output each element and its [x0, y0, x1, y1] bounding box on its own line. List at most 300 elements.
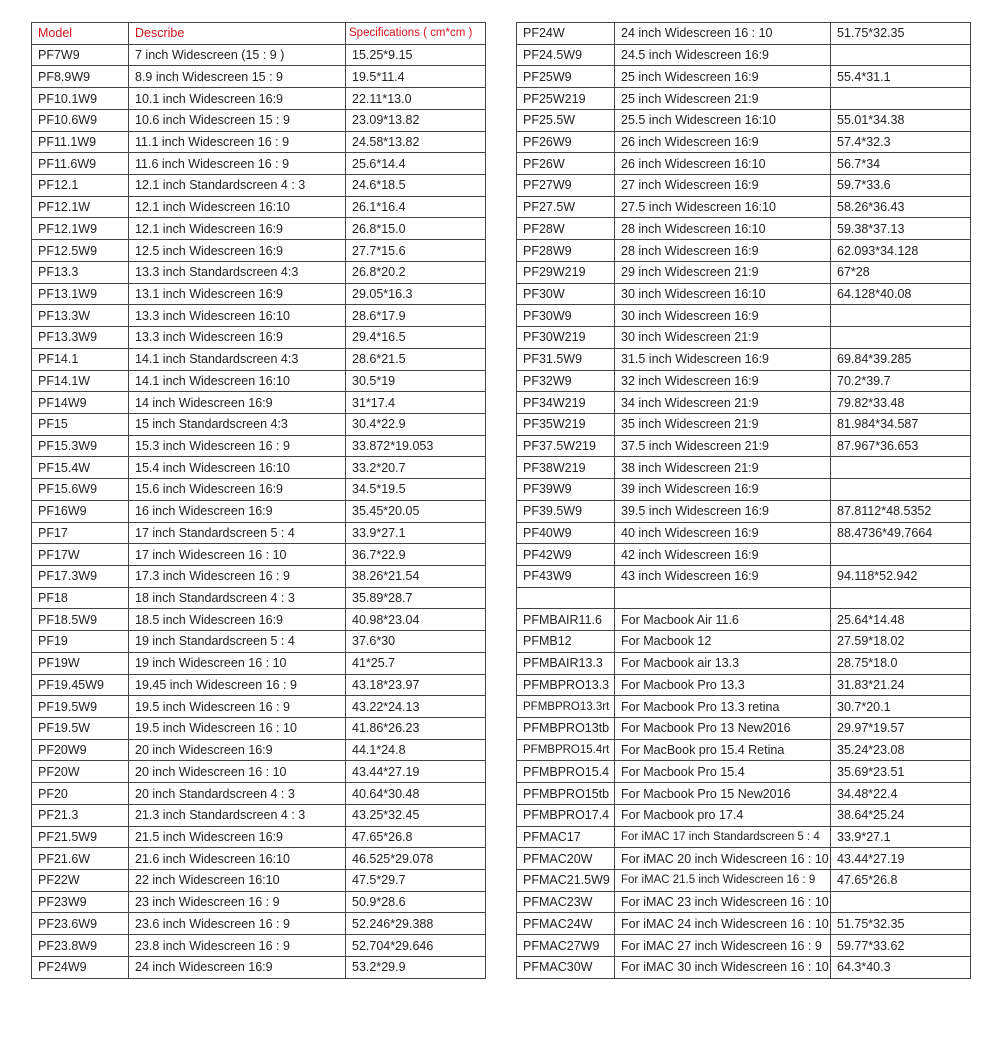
describe-cell: 28 inch Widescreen 16:9: [615, 240, 831, 262]
model-cell: PF12.1W: [32, 196, 129, 218]
spec-cell: 30.4*22.9: [346, 413, 486, 435]
spec-cell: 30.7*20.1: [831, 696, 971, 718]
table-row: [32, 305, 486, 327]
spec-cell: 67*28: [831, 261, 971, 283]
spec-cell: 94.118*52.942: [831, 565, 971, 587]
spec-cell: 35.24*23.08: [831, 739, 971, 761]
table-row: [517, 522, 971, 544]
spec-cell: 87.967*36.653: [831, 435, 971, 457]
describe-cell: 39 inch Widescreen 16:9: [615, 479, 831, 501]
spec-table-left-body: [32, 44, 486, 978]
model-cell: PFMAC21.5W9: [517, 870, 615, 892]
model-cell: PFMAC20W: [517, 848, 615, 870]
model-cell: PF25W219: [517, 88, 615, 110]
spec-cell: 25.6*14.4: [346, 153, 486, 175]
table-row: [517, 804, 971, 826]
table-row: [517, 218, 971, 240]
table-row: [517, 44, 971, 66]
describe-cell: For Macbook Pro 15.4: [615, 761, 831, 783]
describe-cell: 27.5 inch Widescreen 16:10: [615, 196, 831, 218]
describe-cell: 42 inch Widescreen 16:9: [615, 544, 831, 566]
describe-cell: For iMAC 24 inch Widescreen 16 : 10: [615, 913, 831, 935]
describe-cell: 23.8 inch Widescreen 16 : 9: [129, 935, 346, 957]
model-cell: PFMBAIR11.6: [517, 609, 615, 631]
model-cell: PFMBPRO15tb: [517, 783, 615, 805]
describe-cell: 11.1 inch Widescreen 16 : 9: [129, 131, 346, 153]
spec-cell: [831, 544, 971, 566]
describe-cell: 13.3 inch Standardscreen 4:3: [129, 261, 346, 283]
spec-cell: 38.64*25.24: [831, 804, 971, 826]
spec-cell: 40.64*30.48: [346, 783, 486, 805]
table-row: [32, 565, 486, 587]
table-row: [32, 631, 486, 653]
describe-cell: 30 inch Widescreen 16:9: [615, 305, 831, 327]
table-row: [517, 109, 971, 131]
spec-cell: [831, 891, 971, 913]
spec-cell: 24.58*13.82: [346, 131, 486, 153]
model-cell: PF37.5W219: [517, 435, 615, 457]
spec-cell: 38.26*21.54: [346, 565, 486, 587]
model-cell: PF12.1W9: [32, 218, 129, 240]
model-cell: PF28W9: [517, 240, 615, 262]
describe-cell: For Macbook air 13.3: [615, 652, 831, 674]
table-row: [32, 674, 486, 696]
spec-cell: 33.2*20.7: [346, 457, 486, 479]
model-cell: PF21.3: [32, 804, 129, 826]
spec-cell: 55.4*31.1: [831, 66, 971, 88]
describe-cell: 15.3 inch Widescreen 16 : 9: [129, 435, 346, 457]
spec-cell: 41.86*26.23: [346, 718, 486, 740]
describe-cell: 10.1 inch Widescreen 16:9: [129, 88, 346, 110]
describe-cell: 19 inch Widescreen 16 : 10: [129, 652, 346, 674]
spec-cell: 43.18*23.97: [346, 674, 486, 696]
model-cell: PF39W9: [517, 479, 615, 501]
table-row: [32, 826, 486, 848]
table-row: [517, 88, 971, 110]
spec-cell: 34.5*19.5: [346, 479, 486, 501]
describe-cell: 7 inch Widescreen (15 : 9 ): [129, 44, 346, 66]
spec-cell: 31*17.4: [346, 392, 486, 414]
spec-cell: 55.01*34.38: [831, 109, 971, 131]
describe-cell: 10.6 inch Widescreen 15 : 9: [129, 109, 346, 131]
model-cell: PF12.5W9: [32, 240, 129, 262]
table-row: [517, 870, 971, 892]
table-row: [32, 175, 486, 197]
describe-cell: For iMAC 30 inch Widescreen 16 : 10: [615, 956, 831, 978]
model-cell: PF27.5W: [517, 196, 615, 218]
table-row: [517, 848, 971, 870]
table-row: [32, 783, 486, 805]
describe-cell: 12.1 inch Widescreen 16:9: [129, 218, 346, 240]
spec-cell: 26.8*15.0: [346, 218, 486, 240]
spec-cell: [831, 44, 971, 66]
table-row: [517, 609, 971, 631]
model-cell: PF19.5W9: [32, 696, 129, 718]
describe-cell: For iMAC 20 inch Widescreen 16 : 10: [615, 848, 831, 870]
model-cell: PF15: [32, 413, 129, 435]
spec-cell: [831, 88, 971, 110]
model-cell: PF15.3W9: [32, 435, 129, 457]
spec-cell: 51.75*32.35: [831, 913, 971, 935]
table-row: [517, 913, 971, 935]
describe-cell: 23 inch Widescreen 16 : 9: [129, 891, 346, 913]
model-cell: PF29W219: [517, 261, 615, 283]
model-cell: PF22W: [32, 870, 129, 892]
model-cell: PF26W: [517, 153, 615, 175]
model-cell: PFMAC30W: [517, 956, 615, 978]
table-row: [517, 674, 971, 696]
spec-cell: [831, 479, 971, 501]
table-row: [517, 587, 971, 609]
spec-cell: [831, 457, 971, 479]
spec-cell: 59.77*33.62: [831, 935, 971, 957]
model-cell: PF11.1W9: [32, 131, 129, 153]
spec-cell: 69.84*39.285: [831, 348, 971, 370]
describe-cell: 31.5 inch Widescreen 16:9: [615, 348, 831, 370]
spec-cell: 28.6*21.5: [346, 348, 486, 370]
describe-cell: 24 inch Widescreen 16 : 10: [615, 23, 831, 45]
table-row: [32, 587, 486, 609]
model-cell: PF12.1: [32, 175, 129, 197]
describe-cell: 20 inch Standardscreen 4 : 3: [129, 783, 346, 805]
model-cell: PF19: [32, 631, 129, 653]
describe-cell: 19.5 inch Widescreen 16 : 10: [129, 718, 346, 740]
describe-cell: 30 inch Widescreen 16:10: [615, 283, 831, 305]
model-cell: PF23.8W9: [32, 935, 129, 957]
header-specifications: Specifications ( cm*cm ): [346, 23, 486, 45]
model-cell: PFMBAIR13.3: [517, 652, 615, 674]
model-cell: PFMAC27W9: [517, 935, 615, 957]
describe-cell: 14.1 inch Standardscreen 4:3: [129, 348, 346, 370]
model-cell: PFMAC23W: [517, 891, 615, 913]
table-row: [32, 848, 486, 870]
spec-cell: 81.984*34.587: [831, 413, 971, 435]
table-row: [517, 652, 971, 674]
describe-cell: 8.9 inch Widescreen 15 : 9: [129, 66, 346, 88]
model-cell: PF11.6W9: [32, 153, 129, 175]
table-row: [32, 327, 486, 349]
model-cell: PFMB12: [517, 631, 615, 653]
describe-cell: 16 inch Widescreen 16:9: [129, 500, 346, 522]
model-cell: PF17.3W9: [32, 565, 129, 587]
describe-cell: For Macbook Air 11.6: [615, 609, 831, 631]
spec-cell: 70.2*39.7: [831, 370, 971, 392]
model-cell: PF19W: [32, 652, 129, 674]
spec-cell: 24.6*18.5: [346, 175, 486, 197]
table-row: [32, 609, 486, 631]
describe-cell: 30 inch Widescreen 21:9: [615, 327, 831, 349]
describe-cell: 18.5 inch Widescreen 16:9: [129, 609, 346, 631]
table-row: [32, 696, 486, 718]
table-row: [32, 392, 486, 414]
table-row: [32, 88, 486, 110]
table-row: [517, 435, 971, 457]
spec-cell: 50.9*28.6: [346, 891, 486, 913]
describe-cell: For iMAC 27 inch Widescreen 16 : 9: [615, 935, 831, 957]
describe-cell: 25 inch Widescreen 16:9: [615, 66, 831, 88]
model-cell: PF25.5W: [517, 109, 615, 131]
model-cell: PF10.1W9: [32, 88, 129, 110]
table-row: [517, 175, 971, 197]
spec-cell: 29.97*19.57: [831, 718, 971, 740]
model-cell: PFMAC17: [517, 826, 615, 848]
describe-cell: 25.5 inch Widescreen 16:10: [615, 109, 831, 131]
table-row: [32, 761, 486, 783]
model-cell: PF18: [32, 587, 129, 609]
table-row: [517, 739, 971, 761]
describe-cell: 22 inch Widescreen 16:10: [129, 870, 346, 892]
model-cell: PF28W: [517, 218, 615, 240]
table-row: [517, 718, 971, 740]
model-cell: PF24.5W9: [517, 44, 615, 66]
describe-cell: 19.45 inch Widescreen 16 : 9: [129, 674, 346, 696]
model-cell: PF34W219: [517, 392, 615, 414]
model-cell: PF20: [32, 783, 129, 805]
spec-cell: 26.8*20.2: [346, 261, 486, 283]
table-row: [517, 392, 971, 414]
describe-cell: For Macbook pro 17.4: [615, 804, 831, 826]
table-row: [32, 413, 486, 435]
model-cell: PF38W219: [517, 457, 615, 479]
model-cell: PF23W9: [32, 891, 129, 913]
model-cell: PF30W9: [517, 305, 615, 327]
describe-cell: 20 inch Widescreen 16:9: [129, 739, 346, 761]
spec-cell: 35.45*20.05: [346, 500, 486, 522]
describe-cell: 15 inch Standardscreen 4:3: [129, 413, 346, 435]
describe-cell: 17 inch Widescreen 16 : 10: [129, 544, 346, 566]
spec-cell: 44.1*24.8: [346, 739, 486, 761]
table-row: [32, 544, 486, 566]
describe-cell: 27 inch Widescreen 16:9: [615, 175, 831, 197]
model-cell: PFMBPRO13.3: [517, 674, 615, 696]
table-row: [517, 370, 971, 392]
describe-cell: 26 inch Widescreen 16:10: [615, 153, 831, 175]
describe-cell: 17 inch Standardscreen 5 : 4: [129, 522, 346, 544]
spec-cell: [831, 327, 971, 349]
table-row: [32, 913, 486, 935]
model-cell: PF13.3W: [32, 305, 129, 327]
table-row: [32, 435, 486, 457]
table-row: [32, 109, 486, 131]
model-cell: PF18.5W9: [32, 609, 129, 631]
table-row: [32, 240, 486, 262]
table-row: [517, 196, 971, 218]
describe-cell: 15.6 inch Widescreen 16:9: [129, 479, 346, 501]
table-row: [517, 565, 971, 587]
describe-cell: 32 inch Widescreen 16:9: [615, 370, 831, 392]
spec-cell: 56.7*34: [831, 153, 971, 175]
table-row: [517, 305, 971, 327]
table-row: [517, 631, 971, 653]
model-cell: PF35W219: [517, 413, 615, 435]
spec-cell: 47.5*29.7: [346, 870, 486, 892]
table-row: [517, 327, 971, 349]
spec-cell: 51.75*32.35: [831, 23, 971, 45]
describe-cell: 25 inch Widescreen 21:9: [615, 88, 831, 110]
spec-cell: 43.44*27.19: [346, 761, 486, 783]
spec-cell: 23.09*13.82: [346, 109, 486, 131]
spec-cell: 37.6*30: [346, 631, 486, 653]
describe-cell: For MacBook pro 15.4 Retina: [615, 739, 831, 761]
model-cell: PF32W9: [517, 370, 615, 392]
model-cell: PF30W219: [517, 327, 615, 349]
model-cell: PF42W9: [517, 544, 615, 566]
model-cell: PF14.1W: [32, 370, 129, 392]
table-row: [517, 500, 971, 522]
spec-cell: 62.093*34.128: [831, 240, 971, 262]
table-row: [517, 131, 971, 153]
spec-cell: 25.64*14.48: [831, 609, 971, 631]
spec-table-left: [31, 22, 486, 979]
table-row: [32, 370, 486, 392]
spec-cell: 64.3*40.3: [831, 956, 971, 978]
spec-cell: 31.83*21.24: [831, 674, 971, 696]
describe-cell: For iMAC 21.5 inch Widescreen 16 : 9: [615, 870, 831, 892]
spec-cell: 43.22*24.13: [346, 696, 486, 718]
model-cell: PF25W9: [517, 66, 615, 88]
model-cell: PF43W9: [517, 565, 615, 587]
table-row: [517, 283, 971, 305]
table-row: [32, 522, 486, 544]
spec-cell: 57.4*32.3: [831, 131, 971, 153]
table-row: [517, 935, 971, 957]
describe-cell: 21.3 inch Standardscreen 4 : 3: [129, 804, 346, 826]
model-cell: PF15.6W9: [32, 479, 129, 501]
describe-cell: 38 inch Widescreen 21:9: [615, 457, 831, 479]
describe-cell: 13.3 inch Widescreen 16:9: [129, 327, 346, 349]
table-row: [32, 196, 486, 218]
model-cell: PF8.9W9: [32, 66, 129, 88]
table-row: [517, 23, 971, 45]
describe-cell: 20 inch Widescreen 16 : 10: [129, 761, 346, 783]
spec-cell: 22.11*13.0: [346, 88, 486, 110]
header-describe: Describe: [129, 23, 346, 45]
describe-cell: For Macbook Pro 13.3: [615, 674, 831, 696]
model-cell: PF17W: [32, 544, 129, 566]
model-cell: PF39.5W9: [517, 500, 615, 522]
table-row: [517, 240, 971, 262]
header-model: Model: [32, 23, 129, 45]
spec-cell: 15.25*9.15: [346, 44, 486, 66]
spec-cell: 40.98*23.04: [346, 609, 486, 631]
spec-cell: 88.4736*49.7664: [831, 522, 971, 544]
describe-cell: 14.1 inch Widescreen 16:10: [129, 370, 346, 392]
describe-cell: 34 inch Widescreen 21:9: [615, 392, 831, 414]
model-cell: PF15.4W: [32, 457, 129, 479]
spec-cell: 27.7*15.6: [346, 240, 486, 262]
describe-cell: 26 inch Widescreen 16:9: [615, 131, 831, 153]
spec-cell: 52.704*29.646: [346, 935, 486, 957]
header-row: [32, 23, 486, 45]
describe-cell: 12.1 inch Standardscreen 4 : 3: [129, 175, 346, 197]
model-cell: PF20W9: [32, 739, 129, 761]
model-cell: PF16W9: [32, 500, 129, 522]
model-cell: PF10.6W9: [32, 109, 129, 131]
describe-cell: 29 inch Widescreen 21:9: [615, 261, 831, 283]
describe-cell: 28 inch Widescreen 16:10: [615, 218, 831, 240]
model-cell: PF23.6W9: [32, 913, 129, 935]
table-row: [32, 718, 486, 740]
table-row: [32, 891, 486, 913]
spec-table-right: [516, 22, 971, 979]
describe-cell: 39.5 inch Widescreen 16:9: [615, 500, 831, 522]
model-cell: [517, 587, 615, 609]
spec-cell: 52.246*29.388: [346, 913, 486, 935]
spec-cell: 30.5*19: [346, 370, 486, 392]
spec-cell: 29.4*16.5: [346, 327, 486, 349]
spec-cell: 35.69*23.51: [831, 761, 971, 783]
spec-cell: 28.75*18.0: [831, 652, 971, 674]
table-row: [32, 479, 486, 501]
table-row: [517, 66, 971, 88]
model-cell: PFMBPRO15.4rt: [517, 739, 615, 761]
describe-cell: 18 inch Standardscreen 4 : 3: [129, 587, 346, 609]
spec-cell: 33.9*27.1: [346, 522, 486, 544]
spec-cell: 43.25*32.45: [346, 804, 486, 826]
table-row: [32, 218, 486, 240]
describe-cell: 12.5 inch Widescreen 16:9: [129, 240, 346, 262]
table-row: [32, 870, 486, 892]
table-row: [517, 696, 971, 718]
spec-cell: 47.65*26.8: [346, 826, 486, 848]
describe-cell: 23.6 inch Widescreen 16 : 9: [129, 913, 346, 935]
table-row: [517, 479, 971, 501]
spec-cell: 26.1*16.4: [346, 196, 486, 218]
table-row: [32, 153, 486, 175]
model-cell: PF13.3W9: [32, 327, 129, 349]
model-cell: PF13.1W9: [32, 283, 129, 305]
describe-cell: 15.4 inch Widescreen 16:10: [129, 457, 346, 479]
table-row: [517, 457, 971, 479]
describe-cell: 24 inch Widescreen 16:9: [129, 956, 346, 978]
describe-cell: 43 inch Widescreen 16:9: [615, 565, 831, 587]
spec-cell: 79.82*33.48: [831, 392, 971, 414]
describe-cell: For Macbook Pro 13 New2016: [615, 718, 831, 740]
spec-cell: 35.89*28.7: [346, 587, 486, 609]
table-row: [32, 457, 486, 479]
describe-cell: 21.6 inch Widescreen 16:10: [129, 848, 346, 870]
spec-cell: 27.59*18.02: [831, 631, 971, 653]
model-cell: PF21.6W: [32, 848, 129, 870]
table-row: [32, 283, 486, 305]
model-cell: PF30W: [517, 283, 615, 305]
spec-table-right-body: [517, 23, 971, 979]
model-cell: PF24W9: [32, 956, 129, 978]
describe-cell: 37.5 inch Widescreen 21:9: [615, 435, 831, 457]
table-row: [32, 261, 486, 283]
describe-cell: 21.5 inch Widescreen 16:9: [129, 826, 346, 848]
describe-cell: For iMAC 23 inch Widescreen 16 : 10: [615, 891, 831, 913]
describe-cell: 17.3 inch Widescreen 16 : 9: [129, 565, 346, 587]
spec-cell: 53.2*29.9: [346, 956, 486, 978]
describe-cell: 13.1 inch Widescreen 16:9: [129, 283, 346, 305]
model-cell: PF19.45W9: [32, 674, 129, 696]
describe-cell: 24.5 inch Widescreen 16:9: [615, 44, 831, 66]
model-cell: PF14W9: [32, 392, 129, 414]
spec-cell: 58.26*36.43: [831, 196, 971, 218]
spec-cell: 47.65*26.8: [831, 870, 971, 892]
model-cell: PFMBPRO13tb: [517, 718, 615, 740]
table-row: [32, 935, 486, 957]
spec-cell: 33.872*19.053: [346, 435, 486, 457]
model-cell: PF7W9: [32, 44, 129, 66]
table-row: [32, 804, 486, 826]
describe-cell: For iMAC 17 inch Standardscreen 5 : 4: [615, 826, 831, 848]
model-cell: PFMBPRO15.4: [517, 761, 615, 783]
model-cell: PF17: [32, 522, 129, 544]
describe-cell: 12.1 inch Widescreen 16:10: [129, 196, 346, 218]
table-row: [32, 500, 486, 522]
